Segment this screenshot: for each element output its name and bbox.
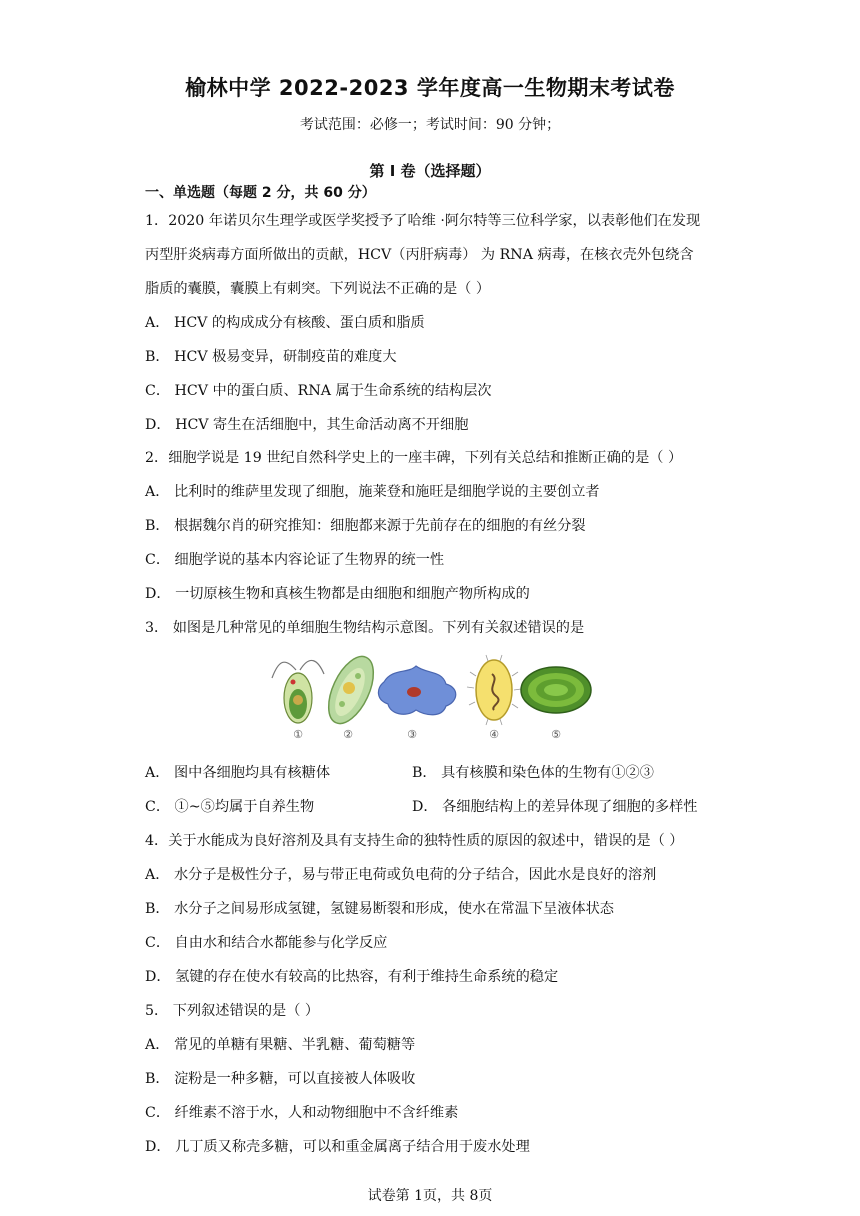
- q4-stem: 4．关于水能成为良好溶剂及具有支持生命的独特性质的原因的叙述中，错误的是（ ）: [145, 833, 684, 849]
- q1-option-c: C． HCV 中的蛋白质、RNA 属于生命系统的结构层次: [145, 383, 492, 399]
- q2-option-d: D． 一切原核生物和真核生物都是由细胞和细胞产物所构成的: [145, 586, 530, 602]
- unicellular-organisms-figure: [266, 648, 596, 744]
- q1-stem-line-1: 1．2020 年诺贝尔生理学或医学奖授予了哈维 ·阿尔特等三位科学家，以表彰他们在发现: [145, 213, 701, 229]
- organism-5-cyanobacterium: [521, 667, 591, 713]
- figure-label-1: ①: [293, 728, 303, 741]
- q5-stem: 5． 下列叙述错误的是（ ）: [145, 1003, 320, 1019]
- figure-label-2: ②: [343, 728, 353, 741]
- q2-option-b: B． 根据魏尔肖的研究推知：细胞都来源于先前存在的细胞的有丝分裂: [145, 518, 586, 534]
- q5-option-b: B． 淀粉是一种多糖，可以直接被人体吸收: [145, 1071, 416, 1087]
- part-title: 第 I 卷（选择题）: [369, 162, 491, 180]
- figure-label-5: ⑤: [551, 728, 561, 741]
- exam-info: 考试范围：必修一；考试时间：90 分钟；: [299, 117, 561, 133]
- q2-stem: 2．细胞学说是 19 世纪自然科学史上的一座丰碑，下列有关总结和推断正确的是（ ）: [145, 450, 683, 466]
- organism-3-amoeba: [378, 666, 455, 715]
- q1-option-a: A． HCV 的构成成分有核酸、蛋白质和脂质: [145, 315, 425, 331]
- q1-stem-line-2: 丙型肝炎病毒方面所做出的贡献，HCV（丙肝病毒） 为 RNA 病毒，在核衣壳外包绕含: [145, 247, 694, 263]
- q3-option-d: D． 各细胞结构上的差异体现了细胞的多样性: [412, 799, 698, 815]
- page-footer: 试卷第 1页，共 8页: [367, 1188, 493, 1204]
- q4-option-b: B． 水分子之间易形成氢键，氢键易断裂和形成，使水在常温下呈液体状态: [145, 901, 614, 917]
- q1-option-b: B． HCV 极易变异，研制疫苗的难度大: [145, 349, 397, 365]
- q1-option-d: D． HCV 寄生在活细胞中，其生命活动离不开细胞: [145, 417, 469, 433]
- figure-label-4: ④: [489, 728, 499, 741]
- q5-option-d: D． 几丁质又称壳多糖，可以和重金属离子结合用于废水处理: [145, 1139, 530, 1155]
- exam-title: 榆林中学 2022-2023 学年度高一生物期末考试卷: [185, 76, 675, 100]
- q4-option-a: A． 水分子是极性分子，易与带正电荷或负电荷的分子结合，因此水是良好的溶剂: [145, 867, 657, 883]
- section-title: 一、单选题（每题 2 分，共 60 分）: [145, 185, 376, 201]
- organism-4-bacterium: [467, 655, 521, 725]
- q5-option-c: C． 纤维素不溶于水，人和动物细胞中不含纤维素: [145, 1105, 459, 1121]
- organism-2-paramecium: [319, 650, 382, 730]
- q3-stem: 3． 如图是几种常见的单细胞生物结构示意图。下列有关叙述错误的是: [145, 620, 585, 636]
- q5-option-a: A． 常见的单糖有果糖、半乳糖、葡萄糖等: [145, 1037, 416, 1053]
- q2-option-c: C． 细胞学说的基本内容论证了生物界的统一性: [145, 552, 445, 568]
- q3-option-a: A． 图中各细胞均具有核糖体: [145, 765, 331, 781]
- q1-stem-line-3: 脂质的囊膜，囊膜上有刺突。下列说法不正确的是（ ）: [145, 281, 491, 297]
- q3-option-b: B． 具有核膜和染色体的生物有①②③: [412, 765, 654, 781]
- q3-option-c: C． ①~⑤均属于自养生物: [145, 799, 315, 815]
- organism-1-chlamydomonas: [272, 660, 324, 723]
- q2-option-a: A． 比利时的维萨里发现了细胞，施莱登和施旺是细胞学说的主要创立者: [145, 484, 600, 500]
- q4-option-d: D． 氢键的存在使水有较高的比热容，有利于维持生命系统的稳定: [145, 969, 559, 985]
- q4-option-c: C． 自由水和结合水都能参与化学反应: [145, 935, 388, 951]
- figure-label-3: ③: [407, 728, 417, 741]
